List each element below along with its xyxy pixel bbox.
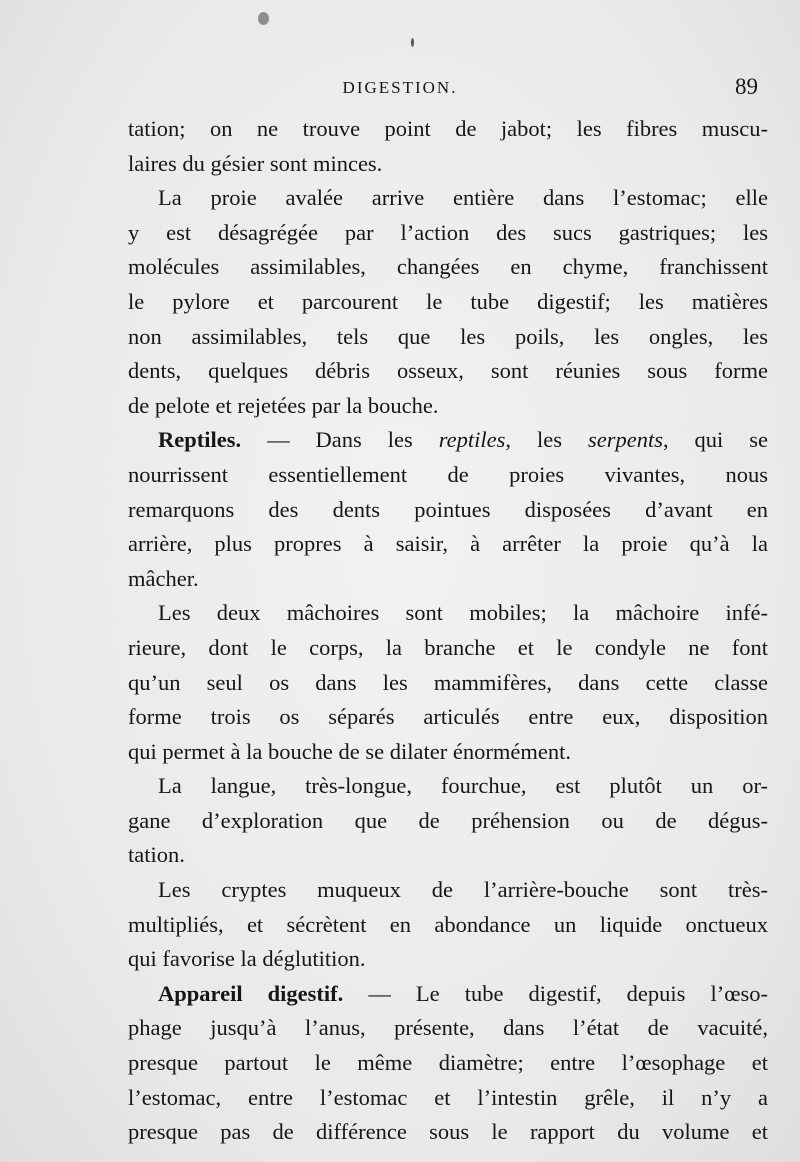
text-line: tation; on ne trouve point de jabot; les fibres muscu-	[128, 116, 768, 141]
text-line: molécules assimilables, changées en chyme, franchissent	[128, 254, 768, 280]
text-run: , les	[505, 427, 588, 453]
text-line: non assimilables, tels que les poils, les ongles, les	[128, 323, 768, 349]
text-line: qu’un seul os dans les mammifères, dans cette classe	[128, 669, 768, 695]
text-run: , qui se	[662, 427, 769, 453]
section-heading-appareil-digestif: Appareil digestif.	[158, 980, 344, 1006]
text-line: remarquons des dents pointues disposées d’avant en	[128, 496, 768, 522]
text-line: gane d’exploration que de préhension ou de dégus-	[128, 807, 768, 833]
italic-term-serpents: serpents	[587, 427, 663, 453]
ink-speck	[411, 38, 414, 47]
text-line: multipliés, et sécrètent en abondance un liquide onctueux	[128, 911, 768, 937]
text-line: nourrissent essentiellement de proies vivantes, nous	[128, 461, 768, 487]
section-heading-reptiles: Reptiles.	[158, 427, 242, 453]
text-line: l’estomac, entre l’estomac et l’intestin grêle, il n’y a	[128, 1084, 768, 1110]
text-line: arrière, plus propres à saisir, à arrêter la proie qu’à la	[128, 531, 768, 557]
text-line: presque pas de différence sous le rapport du volume et	[128, 1119, 768, 1145]
ink-speck	[258, 12, 269, 25]
text-line: laires du gésier sont minces.	[128, 150, 383, 176]
text-run: — Le tube digestif, depuis l’œso-	[343, 980, 768, 1006]
text-line: rieure, dont le corps, la branche et le condyle ne font	[128, 634, 768, 660]
text-line: Les cryptes muqueux de l’arrière-bouche sont très-	[158, 877, 768, 903]
text-run: — Dans les	[241, 427, 439, 453]
text-line: Les deux mâchoires sont mobiles; la mâchoire infé-	[158, 600, 768, 626]
text-line-reptiles-heading	[128, 423, 768, 458]
text-line: forme trois os séparés articulés entre eux, disposition	[128, 704, 768, 730]
running-head	[0, 74, 800, 104]
text-line: dents, quelques débris osseux, sont réunies sous forme	[128, 358, 768, 384]
text-line: La langue, très-longue, fourchue, est plutôt un or-	[158, 773, 768, 799]
italic-term-reptiles: reptiles	[438, 427, 506, 453]
text-line: qui favorise la déglutition.	[128, 946, 366, 972]
body-text	[128, 112, 768, 1150]
text-line: de pelote et rejetées par la bouche.	[128, 392, 439, 418]
text-line: La proie avalée arrive entière dans l’estomac; elle	[158, 185, 768, 211]
text-line-appareil-heading	[128, 977, 768, 1012]
text-line: presque partout le même diamètre; entre l’œsophage et	[128, 1050, 768, 1076]
text-line: phage jusqu’à l’anus, présente, dans l’état de vacuité,	[128, 1015, 768, 1041]
text-line: mâcher.	[128, 565, 199, 591]
text-line: le pylore et parcourent le tube digestif; les matières	[128, 288, 768, 314]
text-line: qui permet à la bouche de se dilater énormément.	[128, 738, 571, 764]
running-title: DIGESTION.	[342, 78, 458, 97]
text-line: tation.	[128, 842, 185, 868]
text-line: y est désagrégée par l’action des sucs gastriques; les	[128, 219, 768, 245]
page-number: 89	[735, 74, 758, 99]
